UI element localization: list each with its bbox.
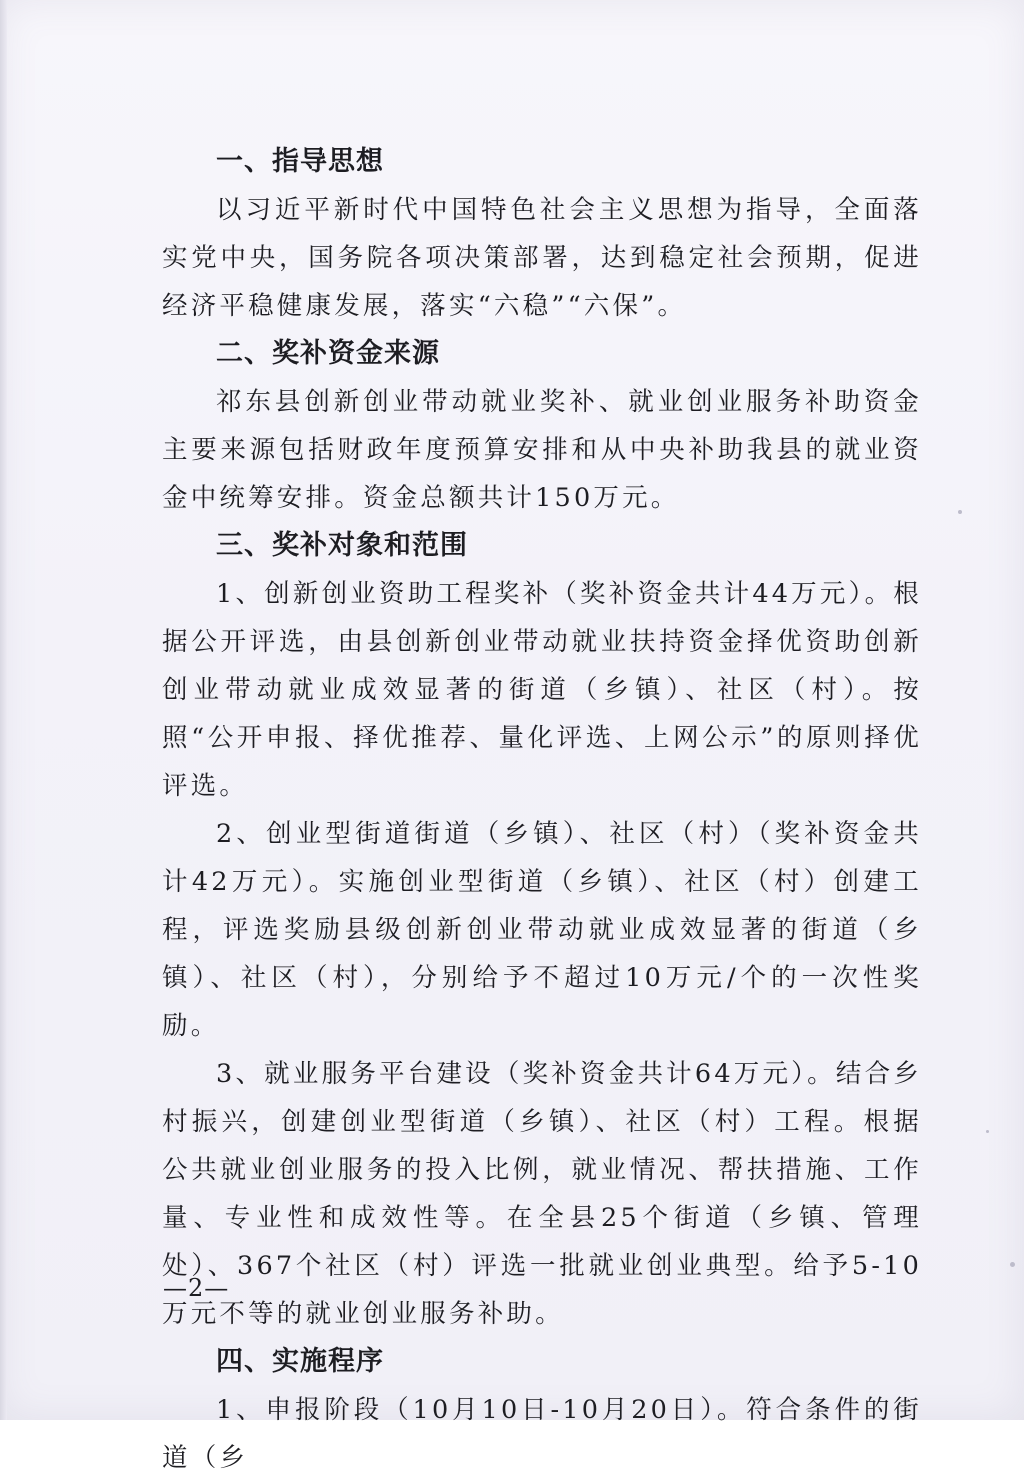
- section-heading-award-scope: 三、奖补对象和范围: [216, 530, 468, 561]
- section-heading-procedure: 四、实施程序: [216, 1346, 384, 1377]
- paragraph-procedure-step-1: 1、申报阶段（10月10日-10月20日）。符合条件的街道（乡: [162, 1395, 922, 1473]
- section-heading-guiding-ideology: 一、指导思想: [216, 146, 384, 177]
- paragraph-award-item-3: 3、就业服务平台建设（奖补资金共计64万元）。结合乡村振兴，创建创业型街道（乡镇）、社区（村）工程。根据公共就业创业服务的投入比例，就业情况、帮扶措施、工作量、专业性和成效性等。在全县25个街道（乡镇、管理处）、367个社区（村）评选一批就业创业典型。给予5-10万元不等的就业创业服务补助。: [162, 1059, 922, 1329]
- paragraph-award-item-1: 1、创新创业资助工程奖补（奖补资金共计44万元）。根据公开评选，由县创新创业带动就业扶持资金择优资助创新创业带动就业成效显著的街道（乡镇）、社区（村）。按照“公开申报、择优推荐、量化评选、上网公示”的原则择优评选。: [162, 579, 922, 801]
- scan-speck: [986, 1130, 989, 1133]
- scan-edge: [0, 0, 7, 1420]
- paragraph-guiding-ideology: 以习近平新时代中国特色社会主义思想为指导，全面落实党中央，国务院各项决策部署，达到稳定社会预期，促进经济平稳健康发展，落实“六稳”“六保”。: [162, 195, 922, 321]
- page-number: —2—: [163, 1274, 230, 1302]
- paragraph-award-item-2: 2、创业型街道街道（乡镇）、社区（村）（奖补资金共计42万元）。实施创业型街道（乡镇）、社区（村）创建工程，评选奖励县级创新创业带动就业成效显著的街道（乡镇）、社区（村），分别给予不超过10万元/个的一次性奖励。: [162, 819, 922, 1041]
- scan-speck: [1010, 1262, 1015, 1267]
- document-body: [162, 138, 922, 1482]
- scan-speck: [958, 510, 962, 514]
- paragraph-fund-source: 祁东县创新创业带动就业奖补、就业创业服务补助资金主要来源包括财政年度预算安排和从中央补助我县的就业资金中统筹安排。资金总额共计150万元。: [162, 387, 922, 513]
- section-heading-fund-source: 二、奖补资金来源: [216, 338, 440, 369]
